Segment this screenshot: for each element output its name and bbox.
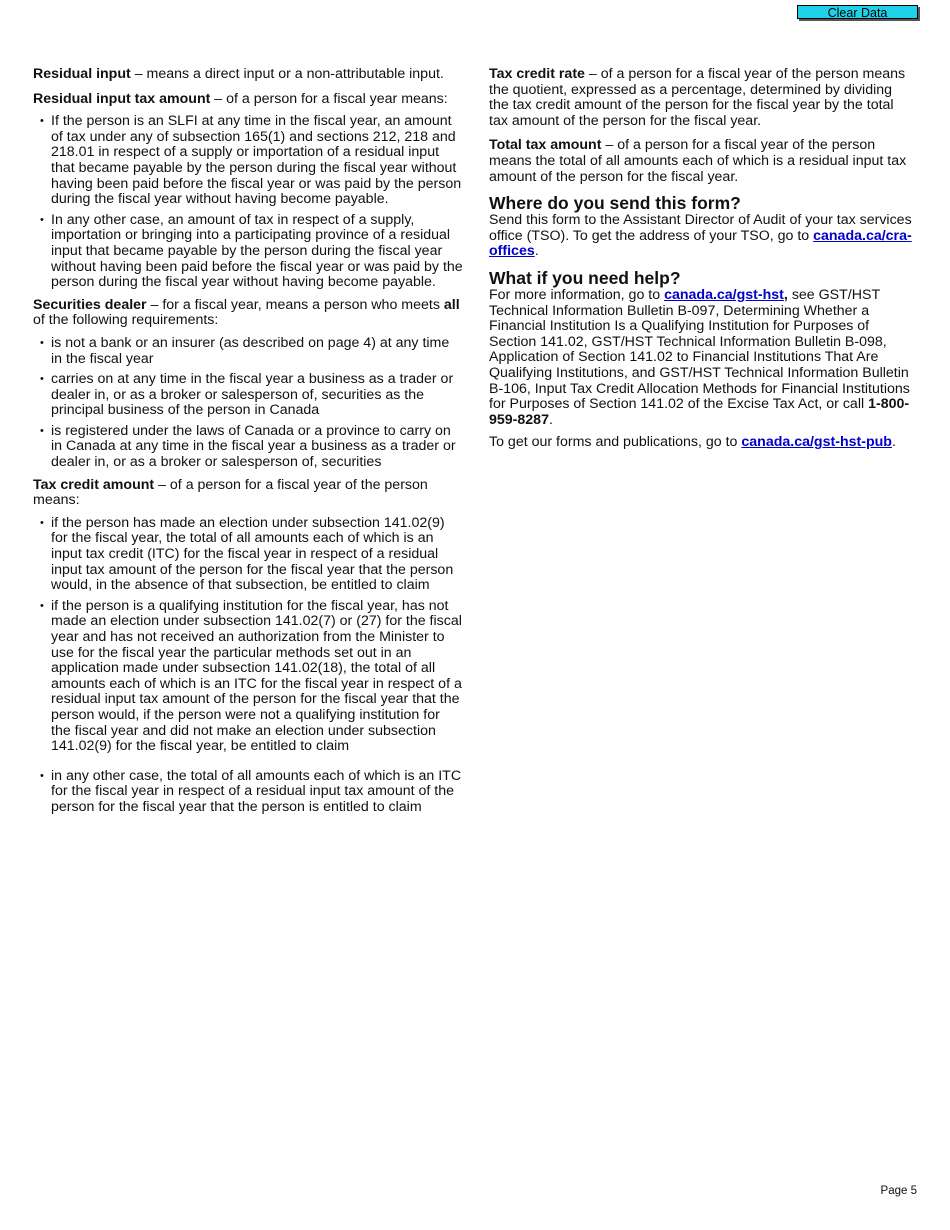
punctuation: .: [548, 411, 553, 428]
securities-dealer-list: [33, 336, 463, 471]
definition-text: – of a person for a fiscal year means:: [210, 90, 448, 107]
definition-total-tax-amount: [489, 138, 915, 185]
help-text: see GST/HST Technical Information Bulletin B-097, Determining Whether a Financial Institution Is a Qualifying Institution for Purposes of Section 141.02, GST/HST Technical Information Bulletin B-098, Application of Section 141.02 to Financial Institutions That Are Qualifying Institutions, and GST/HST Technical Information Bulletin B-106, Input Tax Credit Allocation Methods for Financial Institutions for Purposes of Section 141.02 of the Excise Tax Act, or call: [489, 286, 910, 413]
definition-tax-credit-rate: [489, 67, 915, 129]
punctuation: ,: [783, 286, 788, 303]
send-text: Send this form to the Assistant Director of Audit of your tax services office (TSO). To get the address of your TSO, go to: [489, 212, 912, 244]
publications-paragraph: [489, 435, 915, 451]
punctuation: .: [891, 434, 896, 451]
page-number: Page 5: [880, 1185, 917, 1197]
definition-text: – means a direct input or a non-attributable input.: [130, 66, 444, 82]
phone-number: 1-800-959-8287: [489, 396, 910, 428]
term: Tax credit rate: [489, 66, 585, 82]
help-paragraph: [489, 288, 915, 428]
definition-tax-credit-amount: [33, 478, 463, 509]
term: Residual input: [33, 66, 131, 82]
help-text: For more information, go to: [489, 286, 665, 303]
publications-text: To get our forms and publications, go to: [489, 434, 742, 451]
gst-hst-link[interactable]: canada.ca/gst-hst: [664, 286, 784, 303]
term: Total tax amount: [489, 137, 602, 154]
send-paragraph: [489, 213, 915, 260]
left-column: [33, 67, 463, 823]
definition-text: – for a fiscal year, means a person who meets: [146, 296, 444, 313]
term: Residual input tax amount: [33, 90, 211, 107]
tax-credit-amount-list: [33, 516, 463, 816]
emphasis: all: [443, 296, 460, 313]
list-item: • if the person is a qualifying institution for the fiscal year, has not made an election under subsection 141.02(7) or (27) for the fiscal year and has not received an authorization from the Minister to use for the fiscal year the particular methods set out in an application made under subsection 141.02(18), the total of all amounts each of which is an ITC for the fiscal year in respect of a residual input tax amount of the person for the fiscal year that the person would, if the person were not a qualifying institution for the fiscal year and did not make an election under subsection 141.02(9) for the fiscal year, be entitled to claim: [33, 599, 463, 755]
residual-input-tax-list: [33, 114, 463, 291]
right-column: [489, 67, 915, 451]
term: Securities dealer: [33, 296, 147, 313]
list-item: • is not a bank or an insurer (as described on page 4) at any time in the fiscal year: [33, 336, 463, 367]
definition-text: – of a person for a fiscal year of the person means the total of all amounts each of which is a residual input tax amount of the person for the fiscal year.: [489, 137, 907, 185]
send-heading: Where do you send this form?: [489, 193, 741, 214]
definition-securities-dealer: [33, 298, 463, 329]
definition-text: – of a person for a fiscal year of the person means the quotient, expressed as a percentage, determined by dividing the tax credit amount of the person for the fiscal year by the total tax amount of the person for the fiscal year.: [489, 66, 906, 129]
clear-data-button[interactable]: Clear Data: [797, 5, 918, 19]
punctuation: .: [534, 243, 539, 260]
list-item: • if the person has made an election under subsection 141.02(9) for the fiscal year, the total of all amounts each of which is an input tax credit (ITC) for the fiscal year in respect of a residual input tax amount of the person for the fiscal year that the person would, in the absence of that subsection, be entitled to claim: [33, 516, 463, 594]
list-item: • In any other case, an amount of tax in respect of a supply, importation or bringing into a participating province of a residual input that became payable by the person during the fiscal year without having been paid before the fiscal year or was paid by the person during the fiscal year without having become payable.: [33, 213, 463, 291]
term: Tax credit amount: [33, 476, 155, 493]
help-heading: What if you need help?: [489, 267, 681, 288]
definition-residual-input: [33, 67, 463, 83]
cra-offices-link[interactable]: canada.ca/cra-offices: [489, 227, 912, 260]
list-item: • If the person is an SLFI at any time in the fiscal year, an amount of tax under any of subsection 165(1) and sections 212, 218 and 218.01 in respect of a supply or importation of a residual input that became payable by the person during the fiscal year without having been paid before the fiscal year or was paid by the person during the fiscal year without having become payable.: [33, 114, 463, 208]
list-item: • carries on at any time in the fiscal year a business as a trader or dealer in, or as a broker or salesperson of, securities as the principal business of the person in Canada: [33, 372, 463, 419]
definition-text: – of a person for a fiscal year of the person means:: [33, 476, 428, 509]
list-item: • in any other case, the total of all amounts each of which is an ITC for the fiscal year in respect of a residual input tax amount of the person for the fiscal year that the person is entitled to claim: [33, 769, 463, 816]
list-item: • is registered under the laws of Canada or a province to carry on in Canada at any time in the fiscal year a business as a trader or dealer in, or as a broker or salesperson of, securities: [33, 424, 463, 471]
gst-hst-pub-link[interactable]: canada.ca/gst-hst-pub: [741, 434, 892, 451]
definition-residual-input-tax-amount: [33, 92, 463, 108]
definition-text: of the following requirements:: [33, 312, 219, 329]
